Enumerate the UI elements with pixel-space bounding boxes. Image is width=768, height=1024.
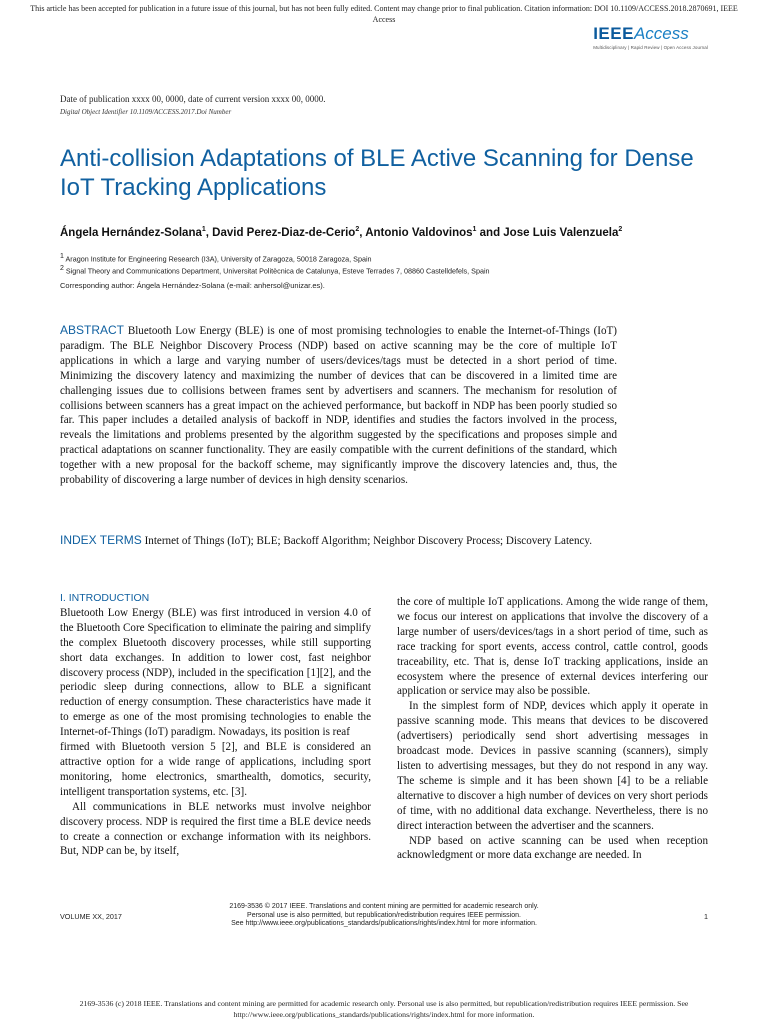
affiliation-1 <box>60 253 372 263</box>
corresponding-author: Corresponding author: Ángela Hernández-Solana (e-mail: anhersol@unizar.es). <box>60 281 325 290</box>
bottom-copyright-notice <box>0 998 768 1020</box>
footer-license-line1: 2169-3536 © 2017 IEEE. Translations and content mining are permitted for academic research only. <box>229 903 539 910</box>
logo-tagline: Multidisciplinary | Rapid Review | Open Access Journal <box>593 45 708 50</box>
left-column <box>60 591 371 859</box>
journal-notice <box>0 3 768 25</box>
affiliation-2-text: Signal Theory and Communications Department, Universitat Politècnica de Catalunya, Esteve Terrades 7, 08860 Castelldefels, Spain <box>65 266 490 276</box>
journal-notice-line1: This article has been accepted for publication in a future issue of this journal, but has not been fully edited. Content may change prior to final publication. Citation information: DOI 10.1109/ACCESS.2018.2870691, IEEE <box>30 4 738 13</box>
bottom-notice-line1: 2169-3536 (c) 2018 IEEE. Translations and content mining are permitted for academic research only. Personal use is also permitted, but republication/redistribution requires IEEE permission. See <box>79 999 689 1008</box>
logo-access-text: Access <box>633 24 689 43</box>
abstract-section <box>60 323 617 488</box>
section-heading-introduction: I. INTRODUCTION <box>60 592 150 604</box>
page-number: 1 <box>704 912 708 921</box>
abstract-text: Bluetooth Low Energy (BLE) is one of most promising technologies to enable the Internet-of-Things (IoT) paradigm. The BLE Neighbor Discovery Process (NDP) based on active scanning may be the core of multiple IoT applications in which a large and varying number of users/devices/tags must be detected in a short period of time. Minimizing the discovery latency and maximizing the number of devices that can be discovered in a limited time are challenging issues due to collisions between frames sent by advertisers and scanners. The mechanism for resolution of collisions between scanners has a great impact on the achieved performance, but backoff in NDP has been poorly studied so far. This paper includes a detailed analysis of backoff in NDP, identifies and studies the factors involved in the process, reveals the limitations and problems presented by the algorithm suggested by the specifications and proposes simple and practical adaptations on scanner functionality. They are easily compatible with the current definitions of the standard, which together with a new proposal for the backoff scheme, may significantly improve the discovery latencies and, thus, the probability of discovering a large number of devices in high density scenarios. <box>60 325 617 487</box>
intro-paragraph-5: NDP based on active scanning can be used when reception acknowledgment or more data exchange are needed. In <box>397 834 708 862</box>
author-list <box>60 222 660 241</box>
affiliation-1-mark: 1 <box>60 253 64 260</box>
logo-ieee-text: IEEE <box>593 24 634 43</box>
affiliation-2 <box>60 265 490 275</box>
intro-paragraph-1: Bluetooth Low Energy (BLE) was first introduced in version 4.0 of the Bluetooth Core Specification to eliminate the pairing and simplify the complex Bluetooth discovery processes, while still supporting short data exchanges. In addition to lower cost, fast neighbor discovery process (NDP), included in the specification [1][2], and the periodic sleep during connections, allow to BLE a significant reduction of energy consumption. These characteristics have made it to emerge as one of the most promising technologies to enable the Internet-of-Things (IoT) paradigm. Nowadays, its position is reaf <box>60 606 371 739</box>
publication-date: Date of publication xxxx 00, 0000, date of current version xxxx 00, 0000. <box>60 94 326 104</box>
index-terms-section <box>60 533 617 549</box>
author-2: , David Perez-Diaz-de-Cerio <box>205 226 356 239</box>
footer-license-line2: Personal use is also permitted, but republication/redistribution requires IEEE permission. <box>247 911 521 919</box>
author-4-affil-mark: 2 <box>618 226 623 233</box>
index-terms-text: Internet of Things (IoT); BLE; Backoff Algorithm; Neighbor Discovery Process; Discovery Latency. <box>144 535 593 547</box>
volume-label: VOLUME XX, 2017 <box>60 912 122 921</box>
paper-title: Anti-collision Adaptations of BLE Active Scanning for Dense IoT Tracking Applications <box>60 145 694 201</box>
footer-license-line3: See http://www.ieee.org/publications_standards/publications/rights/index.html for more information. <box>231 920 537 928</box>
affiliation-1-text: Aragon Institute for Engineering Research (I3A), University of Zaragoza, 50018 Zaragoza, Spain <box>65 254 372 264</box>
doi-line: Digital Object Identifier 10.1109/ACCESS.2017.Doi Number <box>60 108 232 116</box>
author-2-affil-mark: 2 <box>355 226 360 233</box>
affiliation-2-mark: 2 <box>60 265 64 272</box>
intro-paragraph-4: In the simplest form of NDP, devices which apply it operate in passive scanning mode. This means that devices to be discovered (advertisers) periodically send short advertising messages in broadcast mode. Devices in passive scanning (scanners), simply listen to advertising messages, but they do not respond in any way. The scheme is simple and it has been shown [4] to be a reliable alternative to discover a high number of devices on very short periods of time, with no additional data exchange. Nevertheless, there is no direct interaction between the advertiser and the scanners. <box>397 700 708 832</box>
author-3: , Antonio Valdovinos <box>359 226 473 239</box>
ieee-access-logo <box>593 24 708 50</box>
right-column <box>397 595 708 863</box>
intro-paragraph-2: All communications in BLE networks must involve neighbor discovery process. NDP is required the first time a BLE device needs to create a connection or exchange information with its neighbors. But, NDP can be, by itself, <box>60 800 371 858</box>
intro-paragraph-1-continued: firmed with Bluetooth version 5 [2], and BLE is considered an attractive option for a wide range of applications, including sport monitoring, home electronics, smarthealth, domotics, security, intelligent transportation systems, etc. [3]. <box>60 741 371 798</box>
bottom-notice-line2: http://www.ieee.org/publications_standards/publications/rights/index.html for more information. <box>233 1010 535 1019</box>
author-1-affil-mark: 1 <box>201 226 206 233</box>
author-3-affil-mark: 1 <box>472 226 477 233</box>
journal-notice-line2: Access <box>372 15 396 24</box>
intro-paragraph-3: the core of multiple IoT applications. Among the wide range of them, we focus our interest on applications that involve the discovery of a large number of users/devices/tags in a short period of time, such as race tracking for sport events, access control, cattle control, goods traceability, etc. That is, dense IoT tracking applications, inside an ecosystem where the presence of external devices interfering our application or service may also be possible. <box>397 596 708 698</box>
index-terms-heading: INDEX TERMS <box>60 533 142 547</box>
author-4: and Jose Luis Valenzuela <box>476 226 619 239</box>
abstract-heading: ABSTRACT <box>60 323 125 337</box>
author-1: Ángela Hernández-Solana <box>60 226 202 239</box>
